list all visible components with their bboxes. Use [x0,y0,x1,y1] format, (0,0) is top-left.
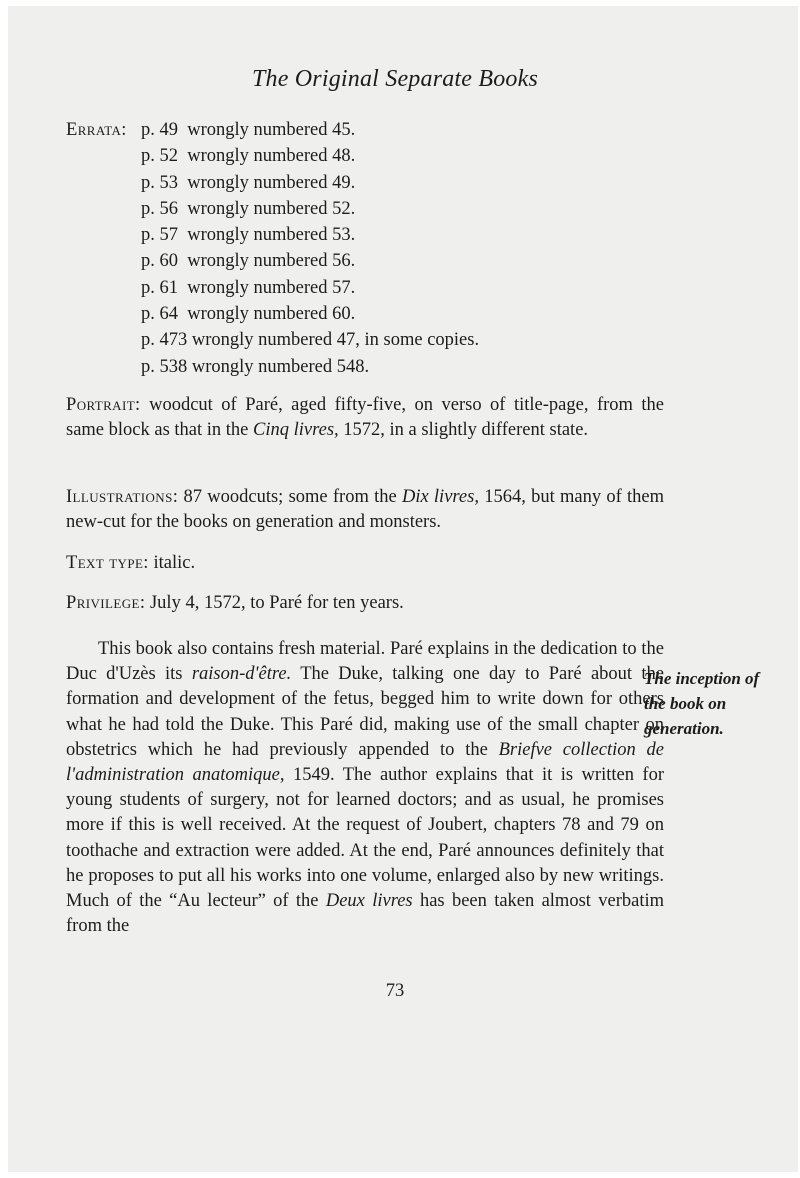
errata-text: wrongly numbered 53. [187,225,356,246]
page-number: 73 [385,981,405,1001]
paragraph-italic: raison-d'être. [191,664,292,685]
margin-note-line: the book on [644,694,727,713]
errata-page: p. 56 [141,198,178,219]
errata-row [66,143,666,169]
paragraph-text: has been taken almost verbatim from the [66,891,664,937]
portrait-label: Portrait: [66,395,141,415]
errata-text: wrongly numbered 57. [187,277,356,298]
portrait-text: woodcut of Paré, aged fifty-five, on verso of title-page, from the same block as that in the [66,395,664,440]
illustrations-text: 87 woodcuts; some from the [183,487,402,507]
errata-page: p. 49 [141,120,178,140]
portrait-text-end: 1572, in a slightly different state. [338,419,589,440]
errata-row [66,222,666,248]
errata-row [66,170,666,196]
errata-row [66,196,666,222]
errata-text: wrongly numbered 47, in some copies. [191,330,480,351]
errata-row [66,117,666,143]
errata-row [66,275,666,301]
errata-text: wrongly numbered 548. [191,356,370,377]
privilege-entry [66,591,664,616]
errata-row [66,301,666,327]
errata-page: p. 60 [141,251,178,272]
errata-list [66,117,666,380]
illustrations-text-end: 1564, but many of them new-cut for the books on generation and monsters. [66,487,664,532]
errata-row [66,248,666,274]
illustrations-entry [66,485,664,534]
text-type-entry [66,551,664,576]
paragraph-italic: Deux livres [325,891,413,912]
margin-note-line: generation. [644,719,724,738]
illustrations-italic: Dix livres, [401,487,479,507]
paragraph-italic: Briefve collection de l'administration anatomique, [66,739,664,786]
paragraph-text: This book also contains fresh material. Paré explains in the dedication to the Duc d'Uzès its [66,639,664,685]
errata-row [66,327,666,353]
errata-text: wrongly numbered 45. [187,120,356,140]
portrait-italic: Cinq livres, [253,419,339,440]
paragraph-text: 1549. The author explains that it is written for young students of surgery, not for learned doctors; and as usual, he promises more if this is well received. At the request of Joubert, chapters 78 and 79 on toothache and extraction were added. At the end, Paré announces definitely that he proposes to put all his works into one volume, enlarged also by new writings. Much of the “Au lecteur” of the [66,765,664,912]
margin-note-line: The inception of [644,669,760,688]
portrait-entry [66,393,664,442]
margin-note [644,666,794,741]
errata-label: Errata: [66,120,127,140]
illustrations-label: Illustrations: [66,487,179,507]
errata-text: wrongly numbered 56. [187,251,356,272]
errata-page: p. 53 [141,172,178,193]
text-type-value: italic. [153,553,196,573]
paragraph-text: The Duke, talking one day to Paré about the formation and development of the fetus, begged him to write down for others what he had told the Duke. This Paré did, making use of the small chapter on obstetrics which he had previously appended to the [66,664,664,760]
body-paragraph [66,637,664,939]
errata-page: p. 61 [141,277,178,298]
privilege-label: Privilege: [66,593,146,613]
text-type-label: Text type: [66,553,149,573]
errata-text: wrongly numbered 49. [187,172,356,193]
errata-page: p. 64 [141,304,178,325]
privilege-value: July 4, 1572, to Paré for ten years. [149,593,404,613]
errata-page: p. 538 [141,356,188,377]
errata-text: wrongly numbered 48. [187,146,356,167]
errata-text: wrongly numbered 52. [187,198,356,219]
errata-page: p. 57 [141,225,178,246]
errata-text: wrongly numbered 60. [187,304,356,325]
running-header: The Original Separate Books [251,66,539,92]
errata-page: p. 52 [141,146,178,167]
errata-page: p. 473 [141,330,188,351]
errata-row [66,354,666,380]
